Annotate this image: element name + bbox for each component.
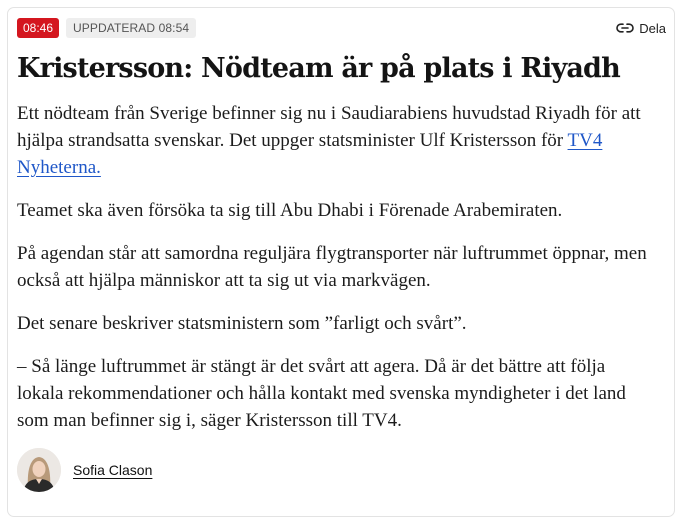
share-button[interactable] (616, 21, 666, 36)
article-body (17, 100, 653, 450)
avatar[interactable] (17, 448, 61, 492)
paragraph-2: Teamet ska även försöka ta sig till Abu Dhabi i Förenade Arabemiraten. (17, 200, 563, 221)
share-label: Dela (639, 20, 666, 36)
link-icon (616, 22, 634, 34)
tv4-nyheterna-link[interactable]: TV4 Nyheterna. (17, 130, 603, 178)
author-name-link[interactable]: Sofia Clason (73, 462, 153, 478)
paragraph-3: På agendan står att samordna reguljära flygtransporter när luftrummet öppnar, men också att hjälpa människor att ta sig ut via markvägen. (17, 243, 647, 291)
paragraph-1 (17, 100, 653, 181)
update-meta-bar (17, 17, 666, 39)
time-badge: 08:46 (17, 18, 59, 38)
article-headline: Kristersson: Nödteam är på plats i Riyadh (17, 53, 620, 84)
paragraph-1-text: Ett nödteam från Sverige befinner sig nu i Saudiarabiens huvudstad Riyadh för att hjälpa strandsatta svenskar. Det uppger statsminister Ulf Kristersson för (17, 103, 641, 151)
paragraph-4: Det senare beskriver statsministern som ”farligt och svårt”. (17, 313, 467, 334)
updated-badge: UPPDATERAD 08:54 (66, 18, 196, 38)
paragraph-5: – Så länge luftrummet är stängt är det svårt att agera. Då är det bättre att följa lokala rekommendationer och hålla kontakt med svenska myndigheter i det land som man befinner sig i, säger Kristersson till TV4. (17, 356, 626, 431)
author-byline (17, 448, 152, 492)
